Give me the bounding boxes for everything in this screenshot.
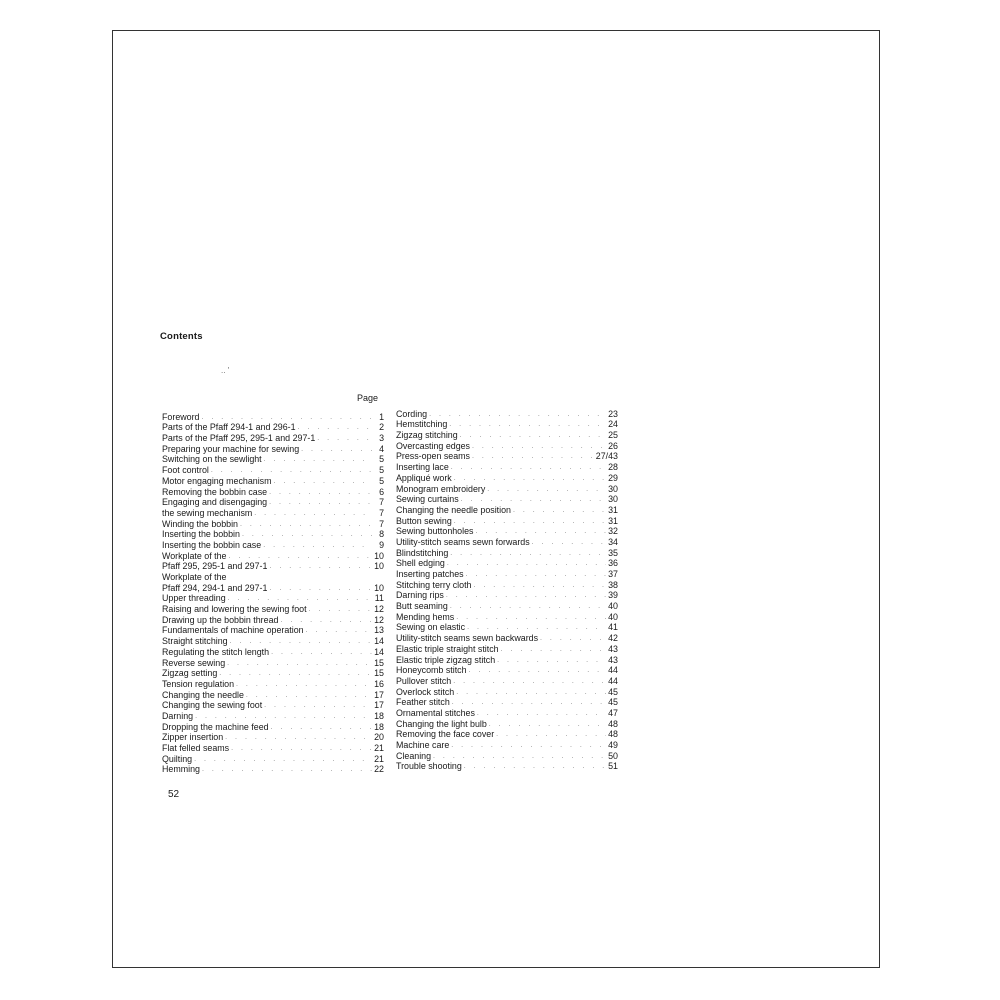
toc-entry-label: Cleaning [396, 750, 432, 761]
toc-entry-page: 7 [379, 518, 384, 529]
toc-entry [162, 518, 384, 529]
toc-entry-page: 17 [374, 700, 384, 711]
toc-entry-page: 31 [608, 515, 618, 526]
toc-dot-leader [540, 634, 606, 643]
toc-dot-leader [451, 741, 606, 750]
toc-dot-leader [309, 605, 372, 614]
toc-entry-page: 31 [608, 504, 618, 515]
toc-entry [396, 558, 618, 569]
toc-dot-leader [269, 584, 372, 593]
toc-dot-leader [532, 538, 606, 547]
toc-entry [396, 707, 618, 718]
toc-entry-page: 15 [374, 668, 384, 679]
toc-entry [162, 753, 384, 764]
toc-entry [396, 686, 618, 697]
toc-dot-leader [202, 765, 372, 774]
toc-entry-label: Parts of the Pfaff 294-1 and 296-1 [162, 422, 296, 433]
toc-dot-leader [306, 626, 372, 635]
toc-entry-label: Appliqué work [396, 472, 452, 483]
toc-dot-leader [433, 752, 606, 761]
scan-artifact-mark: .. ' [221, 366, 230, 375]
toc-entry [162, 689, 384, 700]
toc-entry-label: Zigzag stitching [396, 430, 458, 441]
toc-entry-page: 9 [379, 539, 384, 550]
toc-entry [396, 568, 618, 579]
page-number: 52 [168, 789, 180, 800]
toc-entry [396, 429, 618, 440]
toc-dot-leader [469, 666, 606, 675]
toc-dot-leader [429, 410, 606, 419]
toc-entry-label: Zigzag setting [162, 668, 218, 679]
toc-entry [162, 646, 384, 657]
toc-entry [162, 625, 384, 636]
toc-entry [396, 718, 618, 729]
toc-entry-page: 12 [374, 604, 384, 615]
toc-entry-label: Tension regulation [162, 678, 235, 689]
toc-dot-leader [447, 559, 606, 568]
toc-entry-page: 26 [608, 440, 618, 451]
toc-dot-leader [228, 552, 372, 561]
toc-entry-label: Overcasting edges [396, 440, 470, 451]
toc-entry-label: Removing the face cover [396, 729, 495, 740]
toc-entry [396, 739, 618, 750]
toc-entry-label: Butt seaming [396, 601, 448, 612]
toc-dot-leader [446, 591, 606, 600]
toc-dot-leader [301, 445, 372, 454]
toc-entry [162, 614, 384, 625]
toc-entry-label: Machine care [396, 740, 450, 750]
toc-entry [396, 440, 618, 451]
toc-entry-label: Motor engaging mechanism [162, 475, 272, 486]
toc-dot-leader [456, 613, 606, 622]
toc-entry [396, 600, 618, 611]
toc-entry-label: Sewing curtains [396, 494, 459, 505]
toc-dot-leader [449, 420, 606, 429]
toc-dot-leader [264, 701, 372, 710]
toc-entry-page: 40 [608, 611, 618, 622]
toc-entry [162, 668, 384, 679]
toc-entry [396, 665, 618, 676]
toc-dot-leader [227, 659, 372, 668]
toc-dot-leader [454, 517, 606, 526]
toc-entry [162, 721, 384, 732]
toc-dot-leader [240, 520, 372, 529]
toc-entry [396, 761, 618, 772]
toc-entry-label: Button sewing [396, 515, 452, 526]
toc-dot-leader [473, 581, 606, 590]
toc-entry-page: 43 [608, 654, 618, 665]
toc-entry-page: 45 [608, 686, 618, 697]
toc-entry [162, 475, 384, 486]
toc-dot-leader [228, 573, 372, 582]
contents-right-column [396, 408, 618, 771]
toc-entry-label: Zipper insertion [162, 732, 224, 743]
toc-entry-page: 11 [374, 593, 384, 604]
toc-dot-leader [280, 616, 372, 625]
toc-entry [162, 764, 384, 775]
toc-entry [396, 632, 618, 643]
toc-entry-label: Utility-stitch seams sewn backwards [396, 633, 539, 644]
toc-entry [396, 654, 618, 665]
toc-entry-label: Workplate of the [162, 572, 227, 582]
toc-entry-page: 28 [608, 462, 618, 473]
toc-entry-label: Removing the bobbin case [162, 486, 268, 497]
toc-entry-page: 18 [374, 721, 384, 732]
toc-dot-leader [274, 477, 372, 486]
toc-dot-leader [451, 463, 606, 472]
toc-dot-leader [219, 669, 372, 678]
toc-entry-page: 49 [608, 740, 618, 750]
toc-entry-page: 10 [374, 550, 384, 561]
toc-entry [396, 536, 618, 547]
toc-entry-label: Hemstitching [396, 419, 448, 430]
toc-entry-label: Drawing up the bobbin thread [162, 614, 279, 625]
toc-dot-leader [230, 637, 372, 646]
toc-entry-label: Inserting the bobbin case [162, 539, 262, 550]
toc-entry [162, 657, 384, 668]
toc-entry-page: 21 [374, 753, 384, 764]
toc-entry [162, 486, 384, 497]
toc-dot-leader [269, 498, 372, 507]
toc-entry [396, 729, 618, 740]
toc-entry-page: 43 [608, 643, 618, 654]
toc-entry-page: 21 [374, 743, 384, 753]
toc-entry-label: Reverse sewing [162, 657, 226, 668]
toc-entry-label: Sewing buttonholes [396, 526, 474, 537]
toc-entry-label: Pfaff 294, 294-1 and 297-1 [162, 582, 268, 593]
toc-entry [396, 697, 618, 708]
toc-entry-label: Sewing on elastic [396, 622, 466, 633]
toc-dot-leader [211, 466, 372, 475]
toc-entry [162, 561, 384, 572]
toc-entry-label: Blindstitching [396, 547, 449, 558]
toc-entry-label: Foreword [162, 411, 200, 422]
toc-entry-label: Stitching terry cloth [396, 579, 472, 590]
toc-dot-leader [263, 541, 372, 550]
toc-dot-leader [317, 434, 372, 443]
toc-entry-page: 36 [608, 558, 618, 569]
contents-title: Contents [160, 331, 203, 342]
toc-entry [162, 742, 384, 753]
toc-dot-leader [194, 755, 372, 764]
toc-entry-page: 24 [608, 419, 618, 430]
toc-dot-leader [271, 648, 372, 657]
toc-dot-leader [231, 744, 372, 753]
toc-entry [162, 464, 384, 475]
toc-entry-page: 3 [379, 433, 384, 444]
toc-dot-leader [477, 709, 606, 718]
toc-entry-page: 25 [608, 430, 618, 441]
toc-entry-page: 5 [379, 475, 384, 486]
toc-dot-leader [497, 656, 606, 665]
toc-entry [396, 611, 618, 622]
toc-entry-label: Darning rips [396, 590, 444, 601]
toc-entry-page: 39 [608, 590, 618, 601]
toc-entry-page: 32 [608, 526, 618, 537]
toc-entry-label: Hemming [162, 764, 200, 775]
toc-entry-label: Feather stitch [396, 697, 450, 708]
toc-entry-page: 51 [608, 761, 618, 772]
toc-entry-page: 4 [379, 443, 384, 454]
toc-dot-leader [225, 733, 372, 742]
toc-entry [162, 678, 384, 689]
toc-dot-leader [456, 688, 606, 697]
toc-entry-label: Darning [162, 710, 194, 721]
toc-entry-label: Honeycomb stitch [396, 665, 467, 676]
toc-entry-label: Mending hems [396, 611, 455, 622]
toc-entry-label: Changing the sewing foot [162, 700, 263, 711]
toc-dot-leader [298, 423, 372, 432]
toc-entry-page: 8 [379, 529, 384, 540]
toc-entry [162, 603, 384, 614]
page-column-heading: Page [357, 393, 379, 403]
toc-entry-page: 34 [608, 536, 618, 547]
toc-entry-label: Changing the needle [162, 689, 244, 700]
contents-left-column [162, 411, 384, 774]
toc-entry [396, 547, 618, 558]
toc-entry [162, 443, 384, 454]
toc-entry-label: Foot control [162, 465, 209, 476]
toc-dot-leader [513, 506, 606, 515]
toc-entry-page: 38 [608, 579, 618, 590]
toc-dot-leader [467, 623, 606, 632]
toc-entry-label: Quilting [162, 753, 193, 764]
toc-dot-leader [195, 712, 372, 721]
toc-entry-label: Overlock stitch [396, 686, 455, 697]
toc-entry-page: 5 [379, 465, 384, 476]
toc-entry-page: 5 [379, 454, 384, 465]
toc-entry-label: Fundamentals of machine operation [162, 625, 304, 636]
toc-dot-leader [254, 509, 372, 518]
toc-entry [162, 593, 384, 604]
toc-dot-leader [454, 474, 606, 483]
toc-entry-page: 35 [608, 547, 618, 558]
toc-dot-leader [460, 431, 606, 440]
toc-entry [396, 494, 618, 505]
toc-dot-leader [496, 730, 606, 739]
toc-entry-label: the sewing mechanism [162, 507, 253, 518]
toc-entry-label: Changing the needle position [396, 504, 511, 515]
toc-entry [396, 515, 618, 526]
toc-entry-page: 2 [379, 422, 384, 433]
toc-entry-page: 42 [608, 633, 618, 644]
toc-entry-page: 7 [379, 507, 384, 518]
toc-entry-label: Elastic triple straight stitch [396, 643, 499, 654]
toc-dot-leader [453, 677, 606, 686]
toc-entry-page: 40 [608, 601, 618, 612]
toc-entry-label: Monogram embroidery [396, 483, 486, 494]
toc-entry [396, 750, 618, 761]
toc-entry [396, 590, 618, 601]
toc-entry-label: Changing the light bulb [396, 718, 487, 729]
toc-entry [162, 497, 384, 508]
toc-entry-page: 48 [608, 729, 618, 740]
toc-dot-leader [450, 549, 606, 558]
toc-entry-label: Flat felled seams [162, 743, 230, 753]
toc-entry-page: 1 [379, 411, 384, 422]
toc-dot-leader [271, 723, 372, 732]
toc-entry-label: Press-open seams [396, 451, 470, 462]
toc-entry-page: 48 [608, 718, 618, 729]
toc-entry-label: Pfaff 295, 295-1 and 297-1 [162, 561, 268, 572]
toc-entry-label: Pullover stitch [396, 675, 452, 686]
toc-entry-label: Raising and lowering the sewing foot [162, 604, 307, 615]
toc-dot-leader [450, 602, 606, 611]
toc-entry-page: 18 [374, 710, 384, 721]
toc-dot-leader [472, 442, 606, 451]
toc-entry-page: 37 [608, 569, 618, 579]
toc-entry-label: Preparing your machine for sewing [162, 443, 300, 454]
toc-entry [162, 422, 384, 433]
toc-entry [162, 700, 384, 711]
toc-entry [162, 539, 384, 550]
toc-entry-page: 44 [608, 665, 618, 676]
toc-dot-leader [246, 691, 372, 700]
toc-entry [162, 411, 384, 422]
toc-entry [162, 582, 384, 593]
toc-dot-leader [264, 455, 372, 464]
toc-entry [162, 529, 384, 540]
toc-entry-page: 41 [608, 622, 618, 633]
toc-entry [396, 419, 618, 430]
toc-entry-page: 17 [374, 689, 384, 700]
toc-dot-leader [452, 698, 606, 707]
toc-dot-leader [269, 488, 372, 497]
toc-dot-leader [472, 452, 594, 461]
toc-dot-leader [466, 570, 606, 579]
toc-entry [162, 432, 384, 443]
toc-entry-page: 50 [608, 750, 618, 761]
toc-dot-leader [464, 762, 606, 771]
toc-dot-leader [475, 527, 606, 536]
toc-entry-page: 44 [608, 675, 618, 686]
toc-entry [396, 622, 618, 633]
toc-entry [396, 461, 618, 472]
toc-entry-label: Upper threading [162, 593, 226, 604]
toc-dot-leader [202, 413, 373, 422]
toc-entry-label: Utility-stitch seams sewn forwards [396, 536, 530, 547]
toc-entry-page: 6 [379, 486, 384, 497]
toc-entry-label: Engaging and disengaging [162, 497, 268, 508]
toc-entry-label: Inserting lace [396, 462, 449, 473]
toc-dot-leader [236, 680, 372, 689]
toc-entry [162, 550, 384, 561]
toc-entry-page: 13 [374, 625, 384, 636]
toc-dot-leader [487, 485, 606, 494]
toc-dot-leader [269, 562, 372, 571]
toc-entry-page: 10 [374, 582, 384, 593]
toc-entry-label: Parts of the Pfaff 295, 295-1 and 297-1 [162, 433, 316, 444]
toc-entry-page: 23 [608, 408, 618, 419]
toc-entry-page: 30 [608, 483, 618, 494]
toc-entry-page: 12 [374, 614, 384, 625]
toc-entry-page: 7 [379, 497, 384, 508]
toc-entry [396, 483, 618, 494]
toc-entry [396, 643, 618, 654]
toc-entry-label: Inserting the bobbin [162, 529, 240, 540]
toc-entry [396, 675, 618, 686]
toc-entry [162, 732, 384, 743]
toc-entry-page: 45 [608, 697, 618, 708]
toc-dot-leader [501, 645, 606, 654]
toc-entry [396, 579, 618, 590]
toc-entry [396, 526, 618, 537]
toc-dot-leader [228, 594, 372, 603]
toc-entry [162, 507, 384, 518]
toc-dot-leader [461, 495, 606, 504]
toc-entry-label: Elastic triple zigzag stitch [396, 654, 496, 665]
toc-entry [162, 454, 384, 465]
toc-entry-page: 15 [374, 657, 384, 668]
toc-entry [396, 451, 618, 462]
toc-entry-label: Switching on the sewlight [162, 454, 262, 465]
toc-entry-page: 29 [608, 472, 618, 483]
toc-entry [162, 571, 384, 582]
toc-entry-page: 47 [608, 707, 618, 718]
toc-entry-label: Ornamental stitches [396, 707, 475, 718]
toc-entry-page: 14 [374, 646, 384, 657]
toc-entry [162, 635, 384, 646]
toc-entry-label: Straight stitching [162, 636, 228, 647]
toc-entry-page: 16 [374, 678, 384, 689]
toc-entry-label: Regulating the stitch length [162, 646, 270, 657]
toc-entry-label: Cording [396, 408, 428, 419]
toc-entry-label: Winding the bobbin [162, 518, 238, 529]
toc-entry-page: 20 [374, 732, 384, 743]
toc-entry-page: 30 [608, 494, 618, 505]
toc-entry [396, 408, 618, 419]
toc-entry-page: 27/43 [595, 451, 618, 462]
toc-entry [162, 710, 384, 721]
toc-entry [396, 504, 618, 515]
toc-dot-leader [489, 720, 606, 729]
toc-entry-label: Trouble shooting [396, 761, 462, 772]
toc-entry-label: Shell edging [396, 558, 445, 569]
toc-entry [396, 472, 618, 483]
toc-entry-label: Workplate of the [162, 550, 227, 561]
toc-entry-label: Dropping the machine feed [162, 721, 269, 732]
toc-dot-leader [242, 530, 372, 539]
toc-entry-page: 10 [374, 561, 384, 572]
toc-entry-page: 22 [374, 764, 384, 775]
toc-entry-label: Inserting patches [396, 569, 464, 579]
toc-entry-page: 14 [374, 636, 384, 647]
